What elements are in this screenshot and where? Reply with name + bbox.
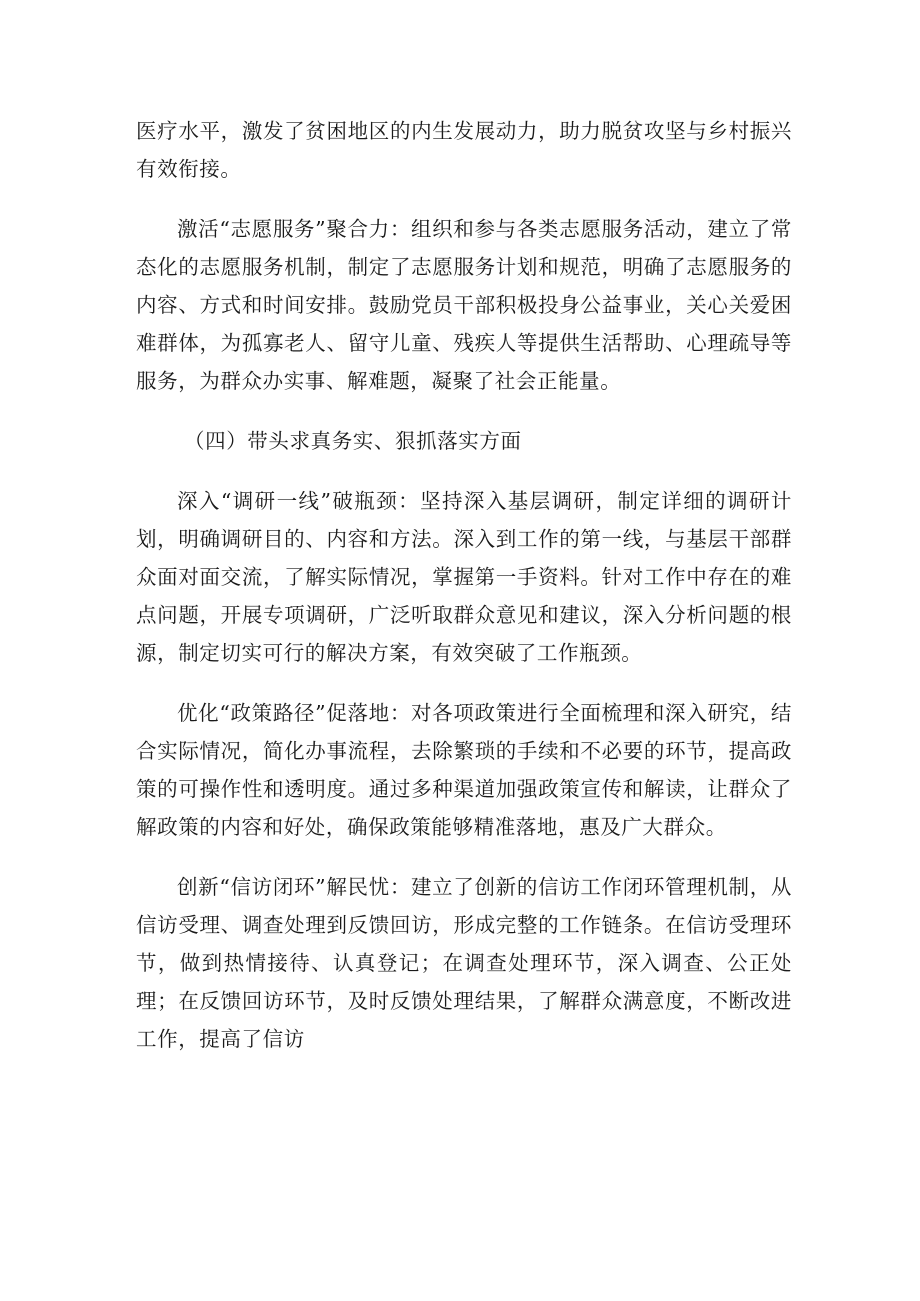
paragraph-volunteer-service: 激活“志愿服务”聚合力：组织和参与各类志愿服务活动，建立了常态化的志愿服务机制，制定了志愿服务计划和规范，明确了志愿服务的内容、方式和时间安排。鼓励党员干部积极投身公益事业，关心关爱困难群体，为孤寡老人、留守儿童、残疾人等提供生活帮助、心理疏导等服务，为群众办实事、解难题，凝聚了社会正能量。 (136, 217, 792, 393)
paragraph-research: 深入“调研一线”破瓶颈：坚持深入基层调研，制定详细的调研计划，明确调研目的、内容和方法。深入到工作的第一线，与基层干部群众面对面交流，了解实际情况，掌握第一手资料。针对工作中存在的难点问题，开展专项调研，广泛听取群众意见和建议，深入分析问题的根源，制定切实可行的解决方案，有效突破了工作瓶颈。 (136, 489, 792, 665)
paragraph-policy: 优化“政策路径”促落地：对各项政策进行全面梳理和深入研究，结合实际情况，简化办事流程，去除繁琐的手续和不必要的环节，提高政策的可操作性和透明度。通过多种渠道加强政策宣传和解读，让群众了解政策的内容和好处，确保政策能够精准落地，惠及广大群众。 (136, 701, 792, 839)
section-heading-four: （四）带头求真务实、狠抓落实方面 (184, 429, 522, 453)
paragraph-petition: 创新“信访闭环”解民忧：建立了创新的信访工作闭环管理机制，从信访受理、调查处理到反馈回访，形成完整的工作链条。在信访受理环节，做到热情接待、认真登记；在调查处理环节，深入调查、公正处理；在反馈回访环节，及时反馈处理结果，了解群众满意度，不断改进工作，提高了信访 (136, 875, 792, 1051)
document-page (136, 112, 792, 1080)
paragraph-continued: 医疗水平，激发了贫困地区的内生发展动力，助力脱贫攻坚与乡村振兴有效衔接。 (136, 119, 792, 181)
